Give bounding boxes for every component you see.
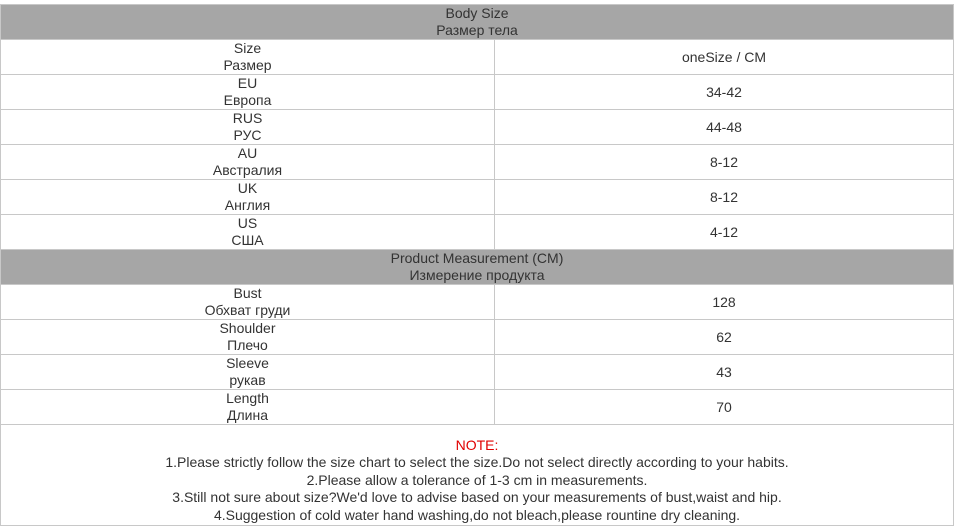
size-chart-table <box>0 4 954 526</box>
row-label-ru: Австралия <box>212 162 283 178</box>
table-row <box>1 320 954 355</box>
row-value-cell: 44-48 <box>495 110 954 145</box>
size-column-header-row <box>1 40 954 75</box>
row-label-ru: Обхват груди <box>204 302 291 318</box>
row-value-cell: 8-12 <box>495 180 954 215</box>
row-value-cell: 70 <box>495 390 954 425</box>
row-label-cell <box>1 285 495 320</box>
size-label-en: Size <box>233 40 262 56</box>
row-label-cell <box>1 110 495 145</box>
note-line: 1.Please strictly follow the size chart to select the size.Do not select directly according to your habits. <box>165 454 789 470</box>
product-measurement-header-row <box>1 250 954 285</box>
note-line: 4.Suggestion of cold water hand washing,do not bleach,please rountine dry cleaning. <box>213 506 741 523</box>
product-measurement-title-ru: Измерение продукта <box>409 267 545 283</box>
note-line: 2.Please allow a tolerance of 1-3 cm in measurements. <box>306 471 648 488</box>
row-label-en: Shoulder <box>219 320 276 336</box>
body-size-header-row <box>1 5 954 40</box>
row-label-ru: Длина <box>227 407 268 423</box>
row-value-cell: 62 <box>495 320 954 355</box>
row-label-cell <box>1 355 495 390</box>
table-row <box>1 285 954 320</box>
row-label-en: Bust <box>233 285 262 301</box>
body-size-title-en: Body Size <box>445 5 509 21</box>
row-label-ru: рукав <box>229 372 266 388</box>
table-row <box>1 180 954 215</box>
row-value-cell: 43 <box>495 355 954 390</box>
row-label-ru: РУС <box>233 127 262 143</box>
note-line: 3.Still not sure about size?We'd love to advise based on your measurements of bust,waist and hip. <box>172 489 782 505</box>
row-label-en: RUS <box>232 110 263 126</box>
row-label-en: UK <box>237 180 258 196</box>
table-row <box>1 355 954 390</box>
row-label-ru: Англия <box>224 197 271 213</box>
product-measurement-section-title <box>1 250 954 285</box>
body-size-title-ru: Размер тела <box>436 22 518 38</box>
row-value-cell: 8-12 <box>495 145 954 180</box>
row-label-cell <box>1 145 495 180</box>
table-row <box>1 145 954 180</box>
size-value-cell: oneSize / CM <box>495 40 954 75</box>
row-label-cell <box>1 390 495 425</box>
table-row <box>1 110 954 145</box>
row-label-en: AU <box>237 145 258 161</box>
row-value-cell: 128 <box>495 285 954 320</box>
row-label-en: US <box>237 215 258 231</box>
size-label-ru: Размер <box>223 57 272 73</box>
row-value-cell: 34-42 <box>495 75 954 110</box>
row-label-cell <box>1 215 495 250</box>
row-label-cell <box>1 320 495 355</box>
note-cell <box>1 425 954 526</box>
size-label-cell <box>1 40 495 75</box>
row-label-en: EU <box>237 75 258 91</box>
row-value-cell: 4-12 <box>495 215 954 250</box>
note-title: NOTE: <box>455 436 499 453</box>
product-measurement-title-en: Product Measurement (CM) <box>390 250 564 266</box>
body-size-section-title <box>1 5 954 40</box>
row-label-en: Length <box>226 390 269 406</box>
row-label-en: Sleeve <box>226 355 269 371</box>
table-row <box>1 75 954 110</box>
row-label-cell <box>1 75 495 110</box>
table-row <box>1 215 954 250</box>
row-label-ru: Европа <box>223 92 272 108</box>
row-label-ru: США <box>231 232 264 248</box>
row-label-cell <box>1 180 495 215</box>
row-label-ru: Плечо <box>227 337 268 353</box>
table-row <box>1 390 954 425</box>
note-row <box>1 425 954 526</box>
